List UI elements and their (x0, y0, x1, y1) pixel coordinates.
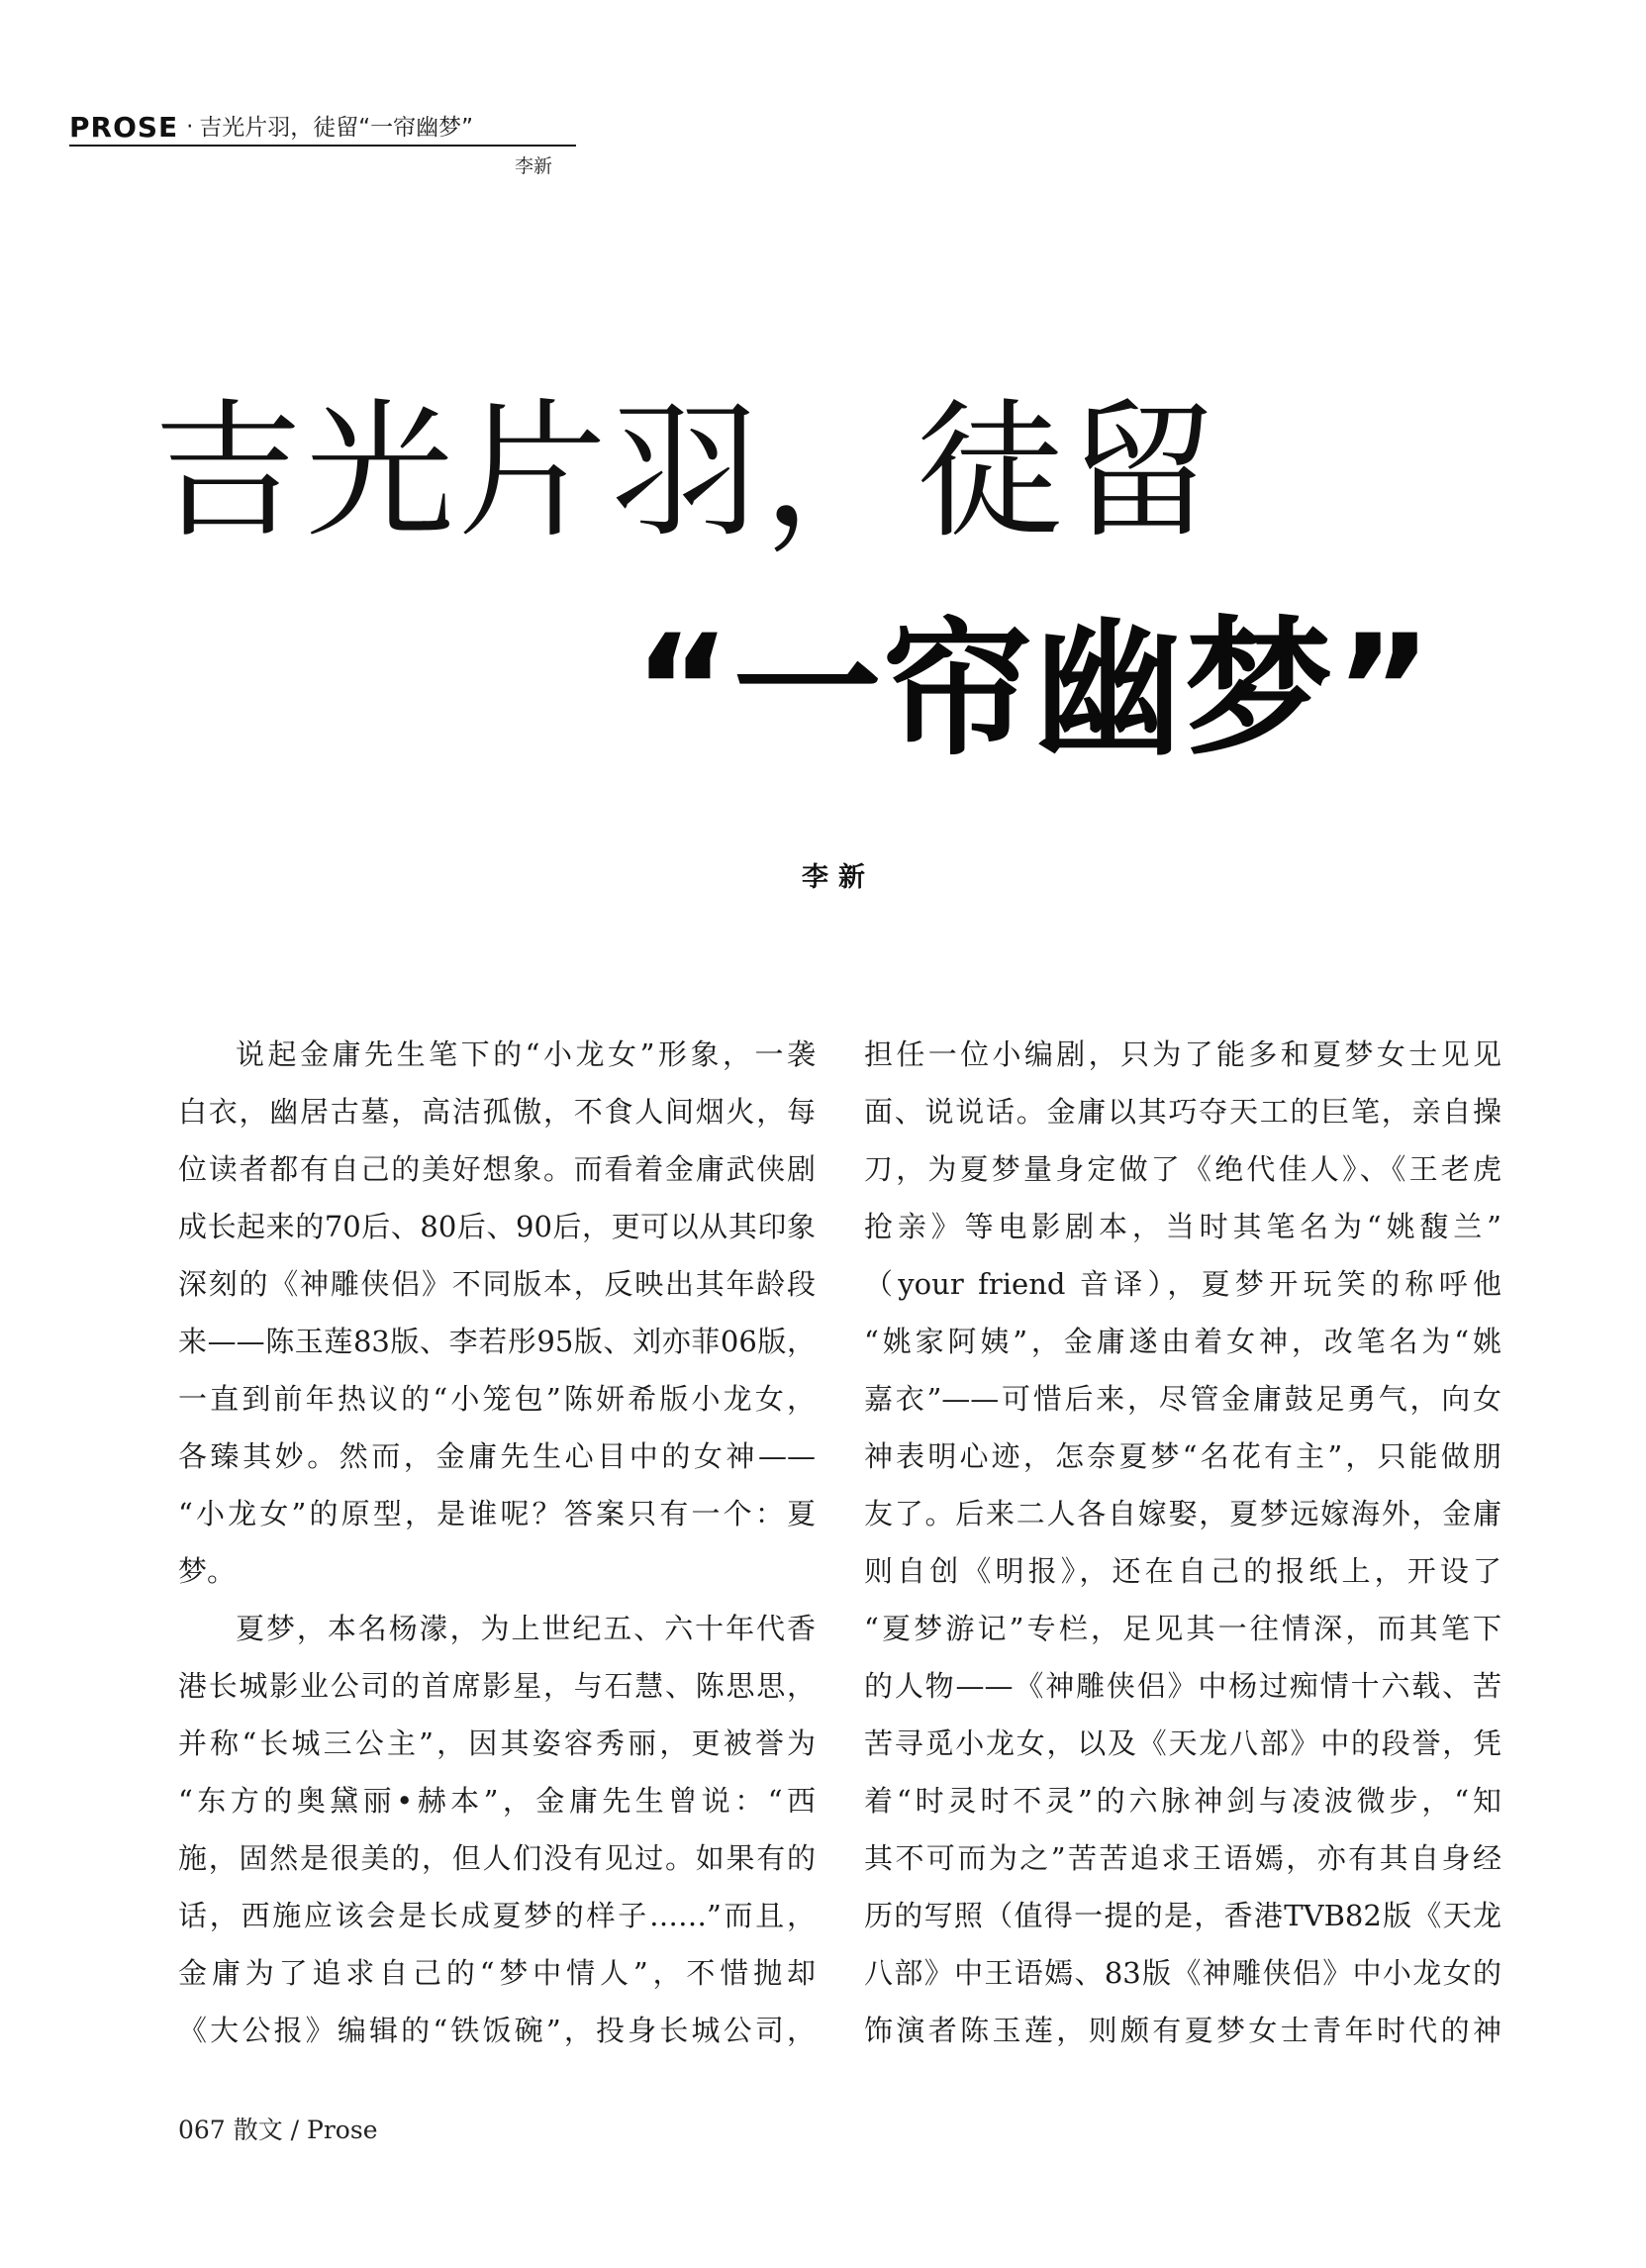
magazine-brand: PROSE (69, 111, 179, 144)
body-line: 各臻其妙。然而，金庸先生心目中的女神—— (178, 1439, 816, 1473)
body-line: 着“时灵时不灵”的六脉神剑与凌波微步，“知 (864, 1784, 1501, 1818)
page-number: 067 (178, 2116, 226, 2144)
body-line: （your friend 音译），夏梦开玩笑的称呼他 (864, 1267, 1501, 1301)
body-line: 神表明心迹，怎奈夏梦“名花有主”，只能做朋 (864, 1439, 1501, 1473)
body-line: 则自创《明报》，还在自己的报纸上，开设了 (864, 1554, 1501, 1588)
body-line: 夏梦，本名杨濛，为上世纪五、六十年代香 (236, 1612, 816, 1645)
body-line: 施，固然是很美的，但人们没有见过。如果有的 (178, 1841, 816, 1875)
body-line: 金庸为了追求自己的“梦中情人”，不惜抛却 (178, 1956, 816, 1990)
body-line: 并称“长城三公主”，因其姿容秀丽，更被誉为 (178, 1726, 816, 1760)
body-line: “姚家阿姨”，金庸遂由着女神，改笔名为“姚 (864, 1325, 1501, 1358)
body-line: 梦。 (178, 1554, 237, 1588)
body-line: 成长起来的70后、80后、90后，更可以从其印象 (178, 1210, 816, 1243)
body-line: “东方的奥黛丽•赫本”，金庸先生曾说：“西 (178, 1784, 816, 1818)
article-title-line-2: “一帘幽梦” (633, 604, 1435, 776)
body-line: 友了。后来二人各自嫁娶，夏梦远嫁海外，金庸 (864, 1497, 1501, 1530)
body-line: 苦寻觅小龙女，以及《天龙八部》中的段誉，凭 (864, 1726, 1501, 1760)
body-line: 来——陈玉莲83版、李若彤95版、刘亦菲06版， (178, 1325, 816, 1358)
body-line: 历的写照（值得一提的是，香港TVB82版《天龙 (864, 1899, 1501, 1932)
body-line: 八部》中王语嫣、83版《神雕侠侣》中小龙女的 (864, 1956, 1501, 1990)
article-title-line-1: 吉光片羽，徒留 (153, 386, 1221, 558)
body-line: “小龙女”的原型，是谁呢？答案只有一个：夏 (178, 1497, 816, 1530)
body-line: 一直到前年热议的“小笼包”陈妍希版小龙女， (178, 1382, 816, 1416)
header-separator: · (186, 115, 194, 140)
body-line: 嘉衣”——可惜后来，尽管金庸鼓足勇气，向女 (864, 1382, 1501, 1416)
body-line: 白衣，幽居古墓，高洁孤傲，不食人间烟火，每 (178, 1095, 816, 1129)
body-line: 《大公报》编辑的“铁饭碗”，投身长城公司， (178, 2014, 816, 2047)
body-column-right (864, 1026, 1501, 2059)
body-line: 其不可而为之”苦苦追求王语嫣，亦有其自身经 (864, 1841, 1501, 1875)
body-line: 刀，为夏梦量身定做了《绝代佳人》、《王老虎 (864, 1152, 1501, 1186)
body-line: 面、说说话。金庸以其巧夺天工的巨笔，亲自操 (864, 1095, 1501, 1129)
body-line: 深刻的《神雕侠侣》不同版本，反映出其年龄段 (178, 1267, 816, 1301)
body-line: 话，西施应该会是长成夏梦的样子……”而且， (178, 1899, 816, 1932)
body-line: 位读者都有自己的美好想象。而看着金庸武侠剧 (178, 1152, 816, 1186)
body-column-left (178, 1026, 816, 2059)
body-line: 的人物——《神雕侠侣》中杨过痴情十六载、苦 (864, 1669, 1501, 1703)
body-line: 港长城影业公司的首席影星，与石慧、陈思思， (178, 1669, 816, 1703)
running-header (69, 111, 576, 147)
running-author: 李新 (515, 155, 553, 177)
body-line: 担任一位小编剧，只为了能多和夏梦女士见见 (864, 1037, 1501, 1071)
body-line: 抢亲》等电影剧本，当时其笔名为“姚馥兰” (864, 1210, 1501, 1243)
article-byline: 李新 (802, 862, 875, 893)
running-title: 吉光片羽，徒留“一帘幽梦” (199, 115, 474, 141)
body-line: 饰演者陈玉莲，则颇有夏梦女士青年时代的神 (864, 2014, 1501, 2047)
body-line: “夏梦游记”专栏，足见其一往情深，而其笔下 (864, 1612, 1501, 1645)
magazine-name: 散文 / Prose (233, 2116, 378, 2144)
page-folio (178, 2111, 385, 2146)
body-line: 说起金庸先生笔下的“小龙女”形象，一袭 (236, 1037, 816, 1071)
